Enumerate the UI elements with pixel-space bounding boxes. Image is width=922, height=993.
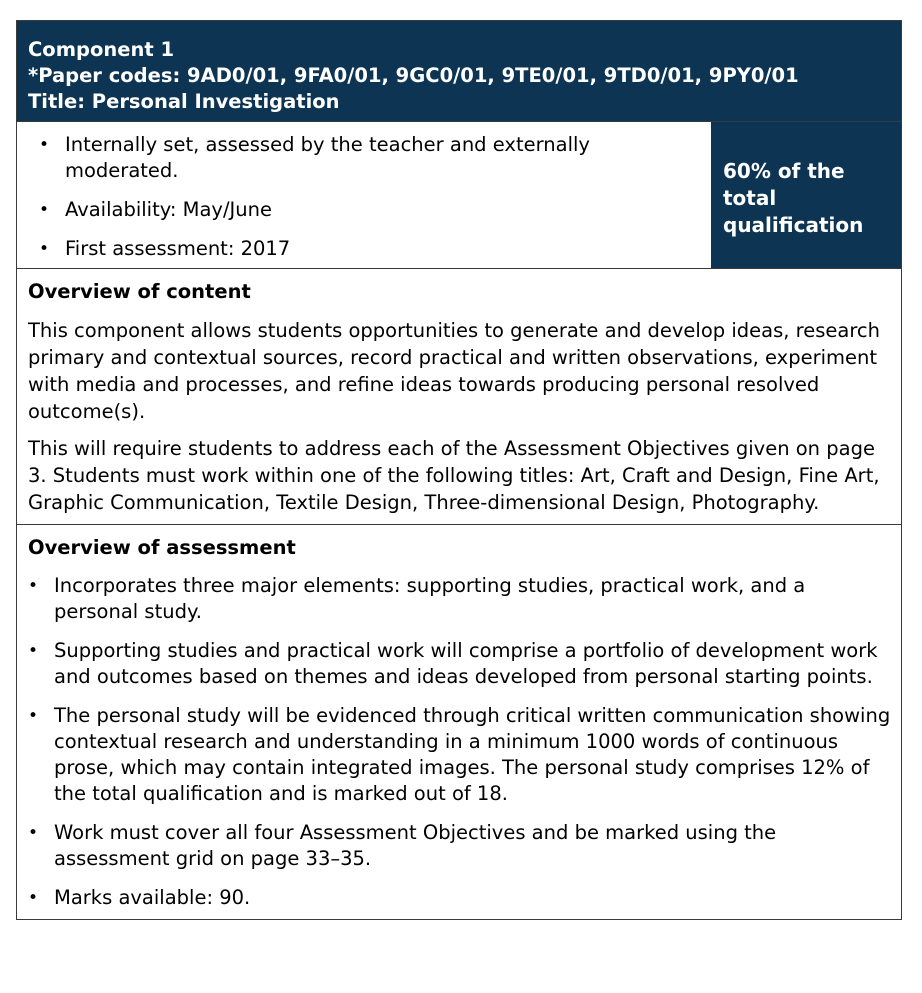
weighting-box: 60% of the total qualification bbox=[711, 122, 901, 268]
content-section bbox=[17, 269, 901, 525]
content-paragraph: This will require students to address each of the Assessment Objectives given on page 3. Students must work within one of the following titles: Art, Craft and Design, Fine Art, Graphic Communication, Textile Design, Three-dimensional Design, Photography. bbox=[28, 437, 880, 514]
summary-list-cell bbox=[17, 122, 711, 268]
summary-item-first-assessment: • First assessment: 2017 bbox=[28, 236, 701, 262]
assessment-section bbox=[17, 525, 901, 919]
summary-item-availability: • Availability: May/June bbox=[28, 197, 701, 223]
component-table bbox=[16, 20, 902, 920]
component-header bbox=[17, 21, 901, 122]
component-title: Title: Personal Investigation bbox=[28, 90, 340, 113]
content-paragraph: This component allows students opportunities to generate and develop ideas, research primary and contextual sources, record practical and written observations, experiment with media and processes, and refine ideas towards producing personal resolved outcome(s). bbox=[28, 319, 881, 423]
component-number: Component 1 bbox=[28, 38, 175, 61]
summary-row bbox=[17, 122, 901, 269]
content-heading: Overview of content bbox=[28, 280, 251, 303]
assessment-item: • Marks available: 90. bbox=[17, 885, 891, 911]
paper-codes: *Paper codes: 9AD0/01, 9FA0/01, 9GC0/01, 9TE0/01, 9TD0/01, 9PY0/01 bbox=[28, 64, 799, 87]
assessment-list bbox=[17, 573, 891, 911]
assessment-heading: Overview of assessment bbox=[28, 536, 296, 559]
assessment-item: • Supporting studies and practical work will comprise a portfolio of development work and outcomes based on themes and ideas developed from personal starting points. bbox=[17, 638, 891, 690]
summary-item-assessment: • Internally set, assessed by the teacher and externally moderated. bbox=[28, 132, 701, 184]
summary-list bbox=[28, 132, 701, 262]
assessment-item: • Work must cover all four Assessment Objectives and be marked using the assessment grid on page 33–35. bbox=[17, 820, 891, 872]
assessment-item: • Incorporates three major elements: supporting studies, practical work, and a personal study. bbox=[17, 573, 891, 625]
assessment-item: • The personal study will be evidenced through critical written communication showing contextual research and understanding in a minimum 1000 words of continuous prose, which may contain integrated images. The personal study comprises 12% of the total qualification and is marked out of 18. bbox=[17, 703, 891, 807]
